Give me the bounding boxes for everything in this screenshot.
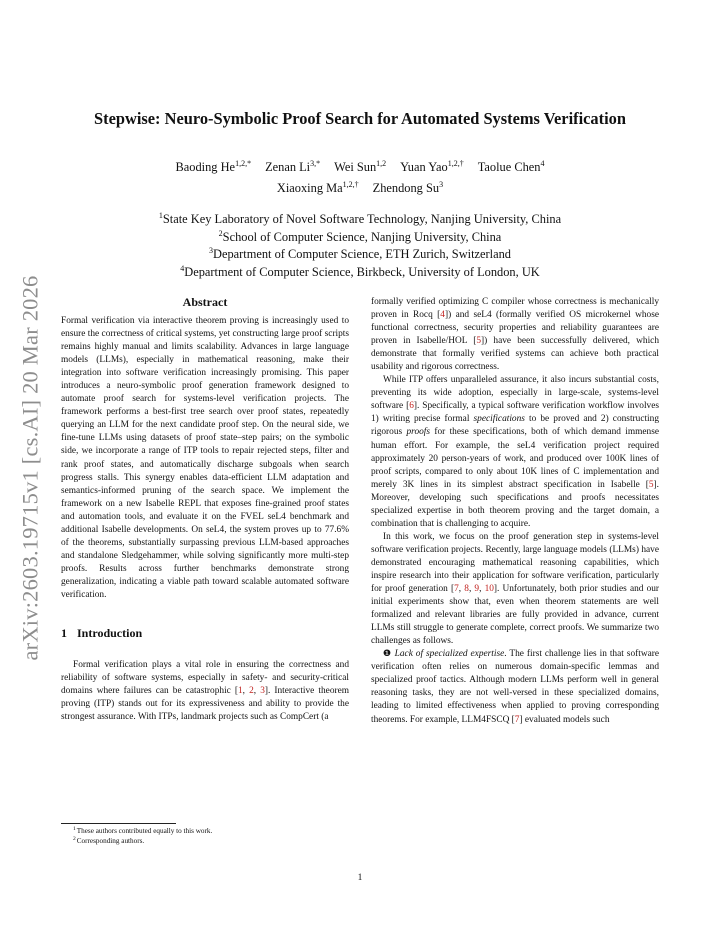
author-1 [176, 157, 252, 178]
author-3 [334, 157, 386, 178]
left-column [61, 294, 349, 724]
right-column [371, 296, 659, 727]
numbered-bullet-icon: ❶ [383, 649, 392, 660]
author-4 [400, 157, 464, 178]
citation-link[interactable]: 10 [484, 584, 494, 595]
citation-link[interactable]: 5 [648, 479, 654, 490]
page-number: 1 [357, 873, 363, 883]
author-5 [478, 157, 545, 178]
citation-link[interactable]: 1 [238, 686, 243, 697]
affiliation-1: $^1$State Key Laboratory of Novel Software Technology, Nanjing University, China [158, 211, 562, 226]
citation-link[interactable]: 9 [474, 584, 480, 595]
author-name: Wei Sun [334, 160, 377, 174]
author-name: Zenan Li [265, 160, 311, 174]
citation-link[interactable]: 7 [514, 714, 520, 725]
affiliation-2: $^2$School of Computer Science, Nanjing University, China [218, 228, 502, 244]
citation-link[interactable]: 8 [464, 584, 469, 595]
author-affiliation-marks: 3 [439, 180, 444, 189]
author-name: Yuan Yao [400, 160, 448, 174]
author-affiliation-marks: 1,2,† [342, 180, 359, 189]
author-affiliation-marks: 1,2,* [235, 159, 252, 168]
footnote-2: $^2$Corresponding authors. [73, 836, 145, 845]
author-name: Zhendong Su [372, 181, 440, 195]
section-number: 1 [61, 626, 67, 641]
body-paragraph-1: formally verified optimizing C compiler whose correctness is mechanically proven in Rocq [4]) and seL4 (formally verified OS microkernel whose functional correctness, security properties and reliability guarantees are proven in Isabelle/HOL [5]) have been successfully delivered, which demonstrate that formally verified systems can achieve both practical usability and rigorous correctness. [371, 297, 660, 373]
footnote-1: $^1$These authors contributed equally to this work. [73, 826, 213, 835]
footnote-divider [61, 823, 176, 824]
affiliation-4: $^4$Department of Computer Science, Birkbeck, University of London, UK [180, 263, 540, 279]
author-6 [277, 178, 359, 199]
citation-link[interactable]: 6 [409, 401, 414, 412]
abstract-heading: Abstract [182, 295, 228, 309]
citation-link[interactable]: 4 [440, 310, 445, 321]
footnotes [61, 823, 349, 846]
author-name: Taolue Chen [477, 160, 541, 174]
author-affiliation-marks: 4 [540, 159, 545, 168]
author-2 [265, 157, 320, 178]
citation-link[interactable]: 7 [454, 584, 459, 595]
author-7 [373, 178, 443, 199]
introduction-paragraph-1: Formal verification plays a vital role in ensuring the correctness and reliability of software systems, especially in safety- and security-critical domains where failures can be catastrophic [1, 2, 3]. Interactive theorem proving (ITP) stands out for its expressiveness and ability to provide the strongest assurance. With ITPs, landmark projects such as CompCert (a [61, 660, 350, 723]
citation-link[interactable]: 2 [249, 686, 254, 697]
author-list [60, 157, 660, 199]
affiliation-list [60, 211, 660, 281]
abstract-text: Formal verification via interactive theorem proving is increasingly used to ensure the correctness of critical systems, yet constructing large proof scripts remains highly manual and limits scalability. Advances in large language models (LLMs), especially in mathematical reasoning, make their integration into software verification increasingly promising. This paper introduces a neuro-symbolic proof generation framework designed to automate proof search for systems-level verification projects. The framework performs a best-first tree search over proof states, repeatedly querying an LLM for the next candidate proof step. On the neural side, we fine-tune LLMs using datasets of proof state–step pairs; on the symbolic side, we incorporate a range of ITP tools to repair rejected steps, filter and rank proof states, and automatically discharge subgoals when search progress stalls. This synergy enables data-efficient LLM adaptation and semantics-informed pruning of the search space. We implement the framework on a new Isabelle REPL that exposes fine-grained proof states and automation tools, and evaluate it on the FVEL seL4 benchmark and additional Isabelle developments. On seL4, the system proves up to 77.6% of the theorems, substantially surpassing previous LLM-based approaches and standalone Sledgehammer, while solving significantly more multi-step proofs. Results across further benchmarks demonstrate strong generalization, indicating a viable path toward scalable automated software verification. [61, 316, 349, 600]
body-paragraph-4: ❶ Lack of specialized expertise. The first challenge lies in that software verification often relies on numerous domain-specific lemmas and specialized proof tactics. Although modern LLMs perform well in general reasoning tasks, they are not well-versed in these specialized domains, leading to limited effectiveness when applied to proving corresponding theorems. For example, LLM4FSCQ [7] evaluated models such [371, 649, 659, 725]
author-name: Xiaoxing Ma [276, 181, 343, 195]
arxiv-identifier-stamp [14, 258, 48, 678]
author-name: Baoding He [175, 160, 236, 174]
citation-link[interactable]: 5 [476, 336, 482, 347]
body-paragraph-3: In this work, we focus on the proof generation step in systems-level software verification projects. Recently, large language models (LLMs) have demonstrated encouraging mathematical reasoning capabilities, which inspire research into their application for software verification, particularly for proof generation [7, 8, 9, 10]. Unfortunately, both prior studies and our initial experiments show that, even when theorem statements are well formalized and relevant libraries are fully provided in advance, current LLMs still struggle to generate complete, correct proofs. We summarize two challenges as follows. [371, 531, 660, 647]
body-paragraph-2: While ITP offers unparalleled assurance, it also incurs substantial costs, preventing its wide adoption, especially in large-scale, systems-level software [6]. Specifically, a typical software verification workflow involves 1) writing precise formal specifications to be proved and 2) constructing rigorous proofs for these specifications, both of which demand immense human effort. For example, the seL4 verification project required approximately 20 person-years of work, and produced over 100K lines of proof scripts, compared to only about 10K lines of C implementation and merely 3K lines in its simplest abstract specification in Isabelle [5]. Moreover, developing such specifications and proofs necessitates specialized expertise in both theorem proving and the target domain, a combination that is challenging to acquire. [371, 375, 660, 529]
section-heading-introduction [61, 625, 349, 641]
section-title: Introduction [77, 626, 143, 641]
paper-title: Stepwise: Neuro-Symbolic Proof Search for Automated Systems Verification [94, 109, 626, 128]
author-affiliation-marks: 1,2 [376, 159, 387, 168]
author-affiliation-marks: 1,2,† [447, 159, 464, 168]
citation-link[interactable]: 3 [260, 686, 265, 697]
author-affiliation-marks: 3,* [310, 159, 321, 168]
arxiv-identifier-text: arXiv:2603.19715v1 [cs.AI] 20 Mar 2026 [18, 275, 44, 661]
affiliation-3: $^3$Department of Computer Science, ETH Zurich, Switzerland [209, 246, 511, 262]
